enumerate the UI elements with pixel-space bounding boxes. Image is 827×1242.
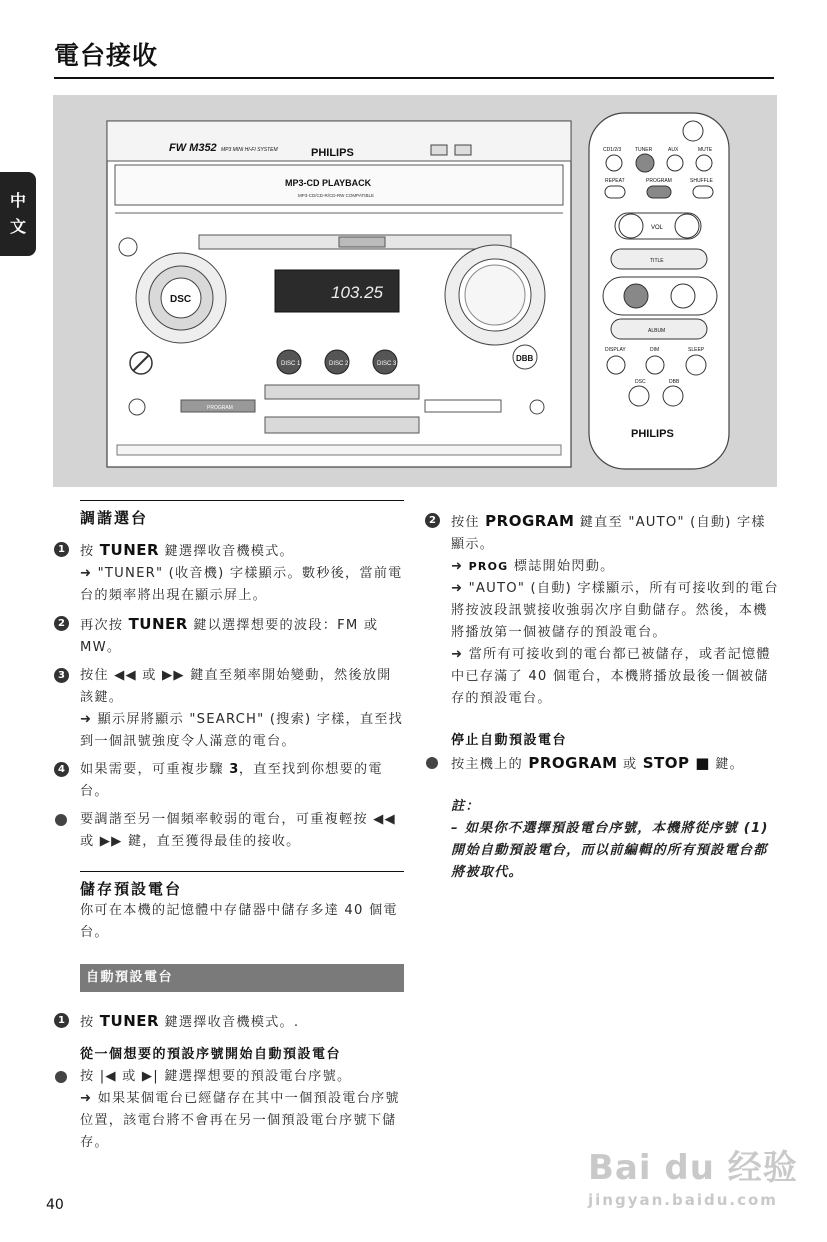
mp3-logo-box	[431, 145, 447, 155]
page-number: 40	[46, 1197, 64, 1213]
section-divider	[80, 500, 404, 501]
step-result: ➜ "TUNER" (收音機) 字樣顯示。數秒後，當前電台的頻率將出現在顯示屏上。	[80, 566, 403, 603]
step-number: 2	[54, 616, 69, 631]
bullet-item: 按主機上的 PROGRAM 或 STOP ■ 鍵。	[425, 752, 780, 776]
unit-brand-label: PHILIPS	[311, 147, 354, 159]
remote-label-tuner: TUNER	[635, 147, 653, 153]
step-item: 2 按住 PROGRAM 鍵直至 "AUTO" (自動) 字樣顯示。 ➜ PROG 標誌開始閃動。 ➜ "AUTO" (自動) 字樣顯示，所有可接收到的電台將按波段訊號接收強弱次序自動儲存。然後，本機將播放第一個被儲存的預設電台。 ➜ 當所有可接收到的電台都已被儲存，或者記憶體中已存滿了 40 個電台，本機將播放最後一個被儲存的預設電台。	[425, 510, 780, 710]
remote-label-album: ALBUM	[648, 328, 666, 334]
bullet-item: 要調諧至另一個頻率較弱的電台，可重複輕按 ◀◀ 或 ▶▶ 鍵，直至獲得最佳的接收。	[54, 809, 404, 853]
remote-label-shuffle: SHUFFLE	[690, 178, 713, 184]
note-text: – 如果你不選擇預設電台序號，本機將從序號 (1) 開始自動預設電台，而以前編輯的所有預設電台都將被取代。	[451, 821, 769, 880]
bullet-dot	[426, 757, 438, 769]
remote-repeat-button	[605, 186, 625, 198]
auto-preset-bar: 自動預設電台	[80, 964, 404, 992]
remote-label-dsc: DSC	[635, 379, 646, 385]
hifi-system-drawing	[53, 95, 777, 487]
remote-label-cd: CD1/2/3	[603, 147, 622, 153]
remote-stop-button	[624, 284, 648, 308]
bullet-item: 按 |◀ 或 ▶| 鍵選擇想要的預設電台序號。 ➜ 如果某個電台已經儲存在其中一個預設電台序號位置，該電台將不會再在另一個預設電台序號下儲存。	[54, 1066, 404, 1154]
language-tab	[0, 172, 36, 256]
sub-heading: 停止自動預設電台	[451, 733, 568, 748]
disc3-label: DISC 3	[377, 361, 397, 367]
watermark-logo: Bai du 经验	[588, 1148, 798, 1188]
section-divider	[80, 871, 404, 872]
unit-bottom-trim	[117, 445, 561, 455]
step-result: ➜ PROG 標誌開始閃動。	[451, 559, 615, 574]
section-heading-presets: 儲存預設電台	[80, 880, 183, 898]
remote-power-button	[683, 121, 703, 141]
remote-display-button	[607, 356, 625, 374]
step-number: 3	[54, 668, 69, 683]
remote-label-vol: VOL	[651, 225, 664, 231]
playback-label: MP3-CD PLAYBACK	[285, 178, 372, 188]
tuner-source-button	[339, 237, 385, 247]
step-number: 1	[54, 1013, 69, 1028]
remote-shuffle-button	[693, 186, 713, 198]
step-result: ➜ 如果某個電台已經儲存在其中一個預設電台序號位置，該電台將不會再在另一個預設電台序號下儲存。	[80, 1091, 400, 1150]
step-item: 1 按 TUNER 鍵選擇收音機模式。 ➜ "TUNER" (收音機) 字樣顯示。數秒後，當前電台的頻率將出現在顯示屏上。	[54, 539, 404, 607]
remote-label-program: PROGRAM	[646, 178, 672, 184]
remote-aux-button	[667, 155, 683, 171]
dsc-knob-label: DSC	[170, 294, 192, 305]
step-result: ➜ 顯示屏將顯示 "SEARCH" (搜索) 字樣，直至找到一個訊號強度令人滿意的電台。	[80, 712, 404, 749]
disc2-label: DISC 2	[329, 361, 349, 367]
album-control-bar	[265, 385, 419, 399]
step-number: 4	[54, 762, 69, 777]
step-number: 1	[54, 542, 69, 557]
remote-vol-down-button	[619, 214, 643, 238]
remote-vol-up-button	[675, 214, 699, 238]
remote-dim-button	[646, 356, 664, 374]
section-heading-tuning: 調諧選台	[80, 509, 149, 527]
title-divider	[54, 77, 774, 79]
step-item: 4 如果需要，可重複步驟 3，直至找到你想要的電台。	[54, 759, 404, 803]
step-item: 3 按住 ◀◀ 或 ▶▶ 鍵直至頻率開始變動，然後放開該鍵。 ➜ 顯示屏將顯示 "SEARCH" (搜索) 字樣，直至找到一個訊號強度令人滿意的電台。	[54, 665, 404, 753]
dbb-button-label: DBB	[516, 354, 534, 363]
left-column	[54, 500, 404, 1154]
headphone-jack	[530, 400, 544, 414]
lcd-frequency: 103.25	[331, 283, 383, 302]
sub-heading: 從一個想要的預設序號開始自動預設電台	[80, 1047, 342, 1062]
cd-logo-box	[455, 145, 471, 155]
language-tab-char: 文	[9, 217, 26, 236]
remote-play-pause-button	[671, 284, 695, 308]
compat-label: MP3-CD/CD-R/CD-RW COMPATIBLE	[298, 193, 375, 198]
remote-mute-button	[696, 155, 712, 171]
remote-label-sleep: SLEEP	[688, 347, 705, 353]
step-result: ➜ "AUTO" (自動) 字樣顯示，所有可接收到的電台將按波段訊號接收強弱次序自動儲存。然後，本機將播放第一個被儲存的預設電台。	[451, 581, 779, 640]
note-heading: 註：	[451, 799, 480, 814]
model-sub-label: MP3 MINI HI-FI SYSTEM	[221, 147, 278, 153]
remote-brand-label: PHILIPS	[631, 428, 674, 440]
remote-program-button	[647, 186, 671, 198]
remote-label-mute: MUTE	[698, 147, 713, 153]
presets-intro: 你可在本機的記憶體中存儲器中儲存多達 40 個電台。	[80, 903, 398, 940]
program-button-label: PROGRAM	[207, 405, 233, 411]
model-label: FW M352	[169, 142, 217, 154]
product-illustration	[53, 95, 777, 487]
remote-dsc-button	[629, 386, 649, 406]
remote-label-title: TITLE	[650, 258, 664, 264]
remote-label-aux: AUX	[668, 147, 679, 153]
step-item: 1 按 TUNER 鍵選擇收音機模式。.	[54, 1010, 404, 1034]
language-tab-char: 中	[9, 191, 26, 210]
remote-cd-button	[606, 155, 622, 171]
right-column	[425, 510, 780, 884]
remote-label-display: DISPLAY	[605, 347, 626, 353]
remote-transport-pad	[603, 277, 717, 315]
step-item: 2 再次按 TUNER 鍵以選擇想要的波段：FM 或 MW。	[54, 613, 404, 659]
standby-button	[119, 238, 137, 256]
title-control-bar	[265, 417, 419, 433]
clock-timer-button	[425, 400, 501, 412]
remote-dbb-button	[663, 386, 683, 406]
watermark-url: jingyan.baidu.com	[588, 1191, 778, 1209]
remote-sleep-button	[686, 355, 706, 375]
mic-jack	[129, 399, 145, 415]
page-title: 電台接收	[54, 41, 159, 70]
remote-tuner-button	[636, 154, 654, 172]
disc1-label: DISC 1	[281, 361, 301, 367]
bullet-dot	[55, 814, 67, 826]
remote-label-dbb: DBB	[669, 379, 680, 385]
watermark	[588, 1140, 798, 1209]
bullet-dot	[55, 1071, 67, 1083]
remote-label-dim: DIM	[650, 347, 660, 353]
step-result: ➜ 當所有可接收到的電台都已被儲存，或者記憶體中已存滿了 40 個電台，本機將播放最後一個被儲存的預設電台。	[451, 647, 771, 706]
volume-knob-inner	[465, 265, 525, 325]
step-number: 2	[425, 513, 440, 528]
remote-label-repeat: REPEAT	[605, 178, 625, 184]
